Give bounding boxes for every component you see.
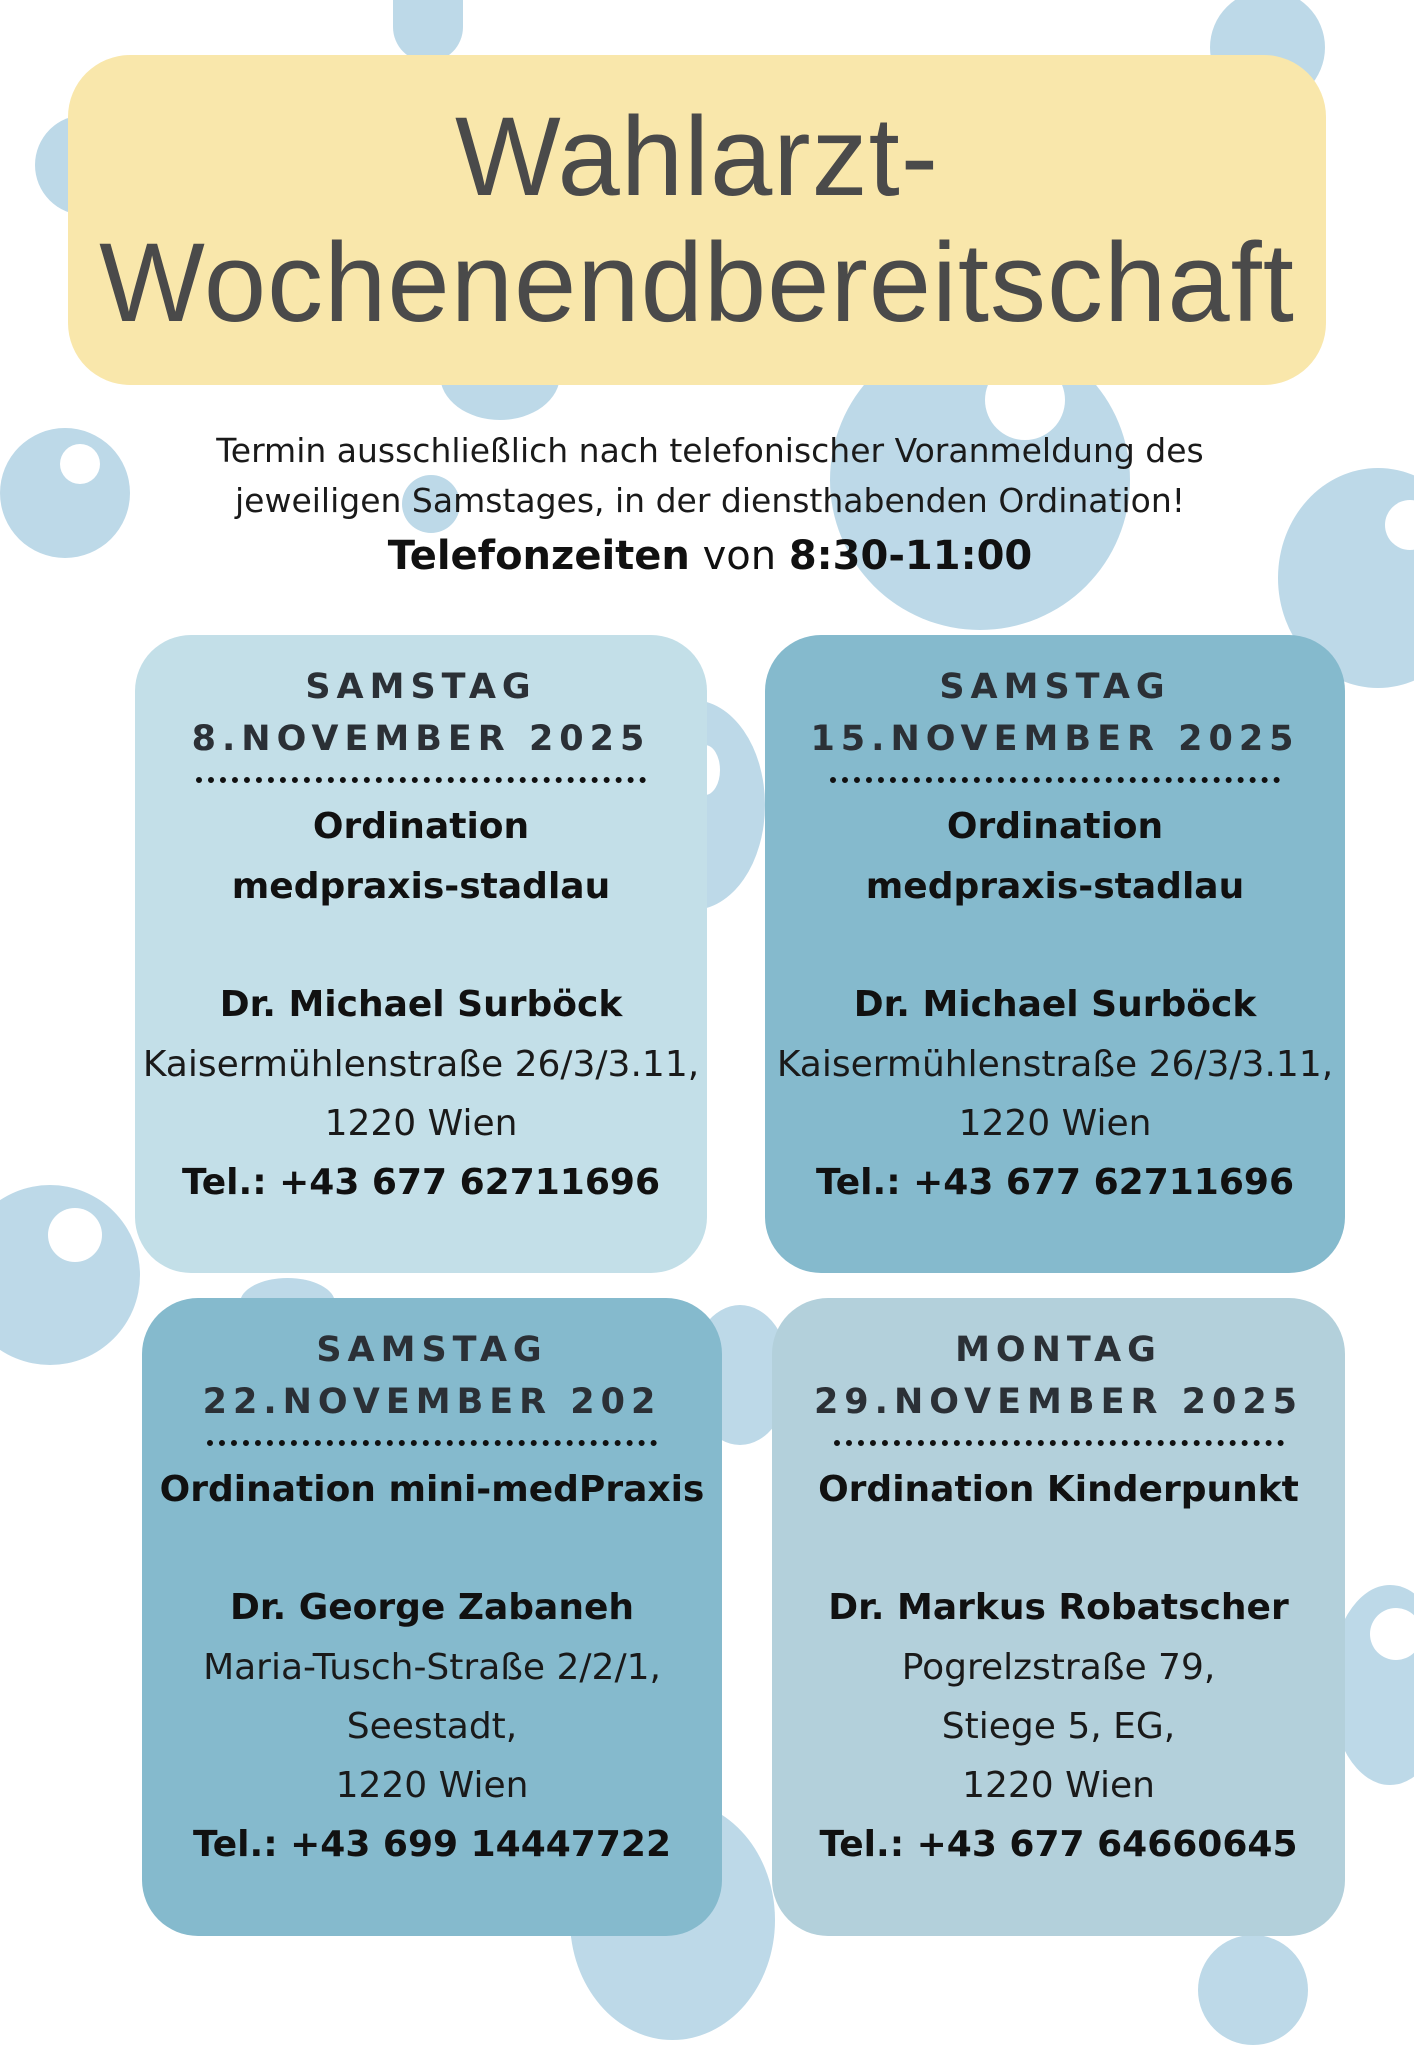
card-address-line: Seestadt, — [346, 1706, 518, 1747]
dotted-divider — [196, 777, 646, 783]
title-banner — [68, 55, 1326, 385]
bubble-highlight — [1370, 1608, 1414, 1660]
dotted-divider — [834, 1440, 1284, 1446]
schedule-card — [772, 1298, 1345, 1936]
page-title-line-1: Wahlarzt- — [454, 94, 939, 219]
card-ordination: Ordination Kinderpunkt — [818, 1469, 1299, 1510]
card-address-line: 1220 Wien — [962, 1765, 1155, 1806]
card-day: SAMSTAG — [316, 1330, 548, 1370]
bubble-highlight — [60, 444, 100, 484]
page-title-line-2: Wochenendbereitschaft — [99, 220, 1295, 345]
intro-text — [110, 426, 1310, 526]
card-date: 15.NOVEMBER 2025 — [810, 719, 1300, 759]
card-ordination: medpraxis-stadlau — [231, 866, 611, 907]
card-address-line: Stiege 5, EG, — [941, 1706, 1176, 1747]
card-address-line: Pogrelzstraße 79, — [901, 1647, 1216, 1688]
card-doctor: Dr. Michael Surböck — [219, 984, 623, 1025]
card-ordination: Ordination mini-medPraxis — [159, 1469, 705, 1510]
card-ordination: Ordination — [946, 806, 1164, 847]
schedule-card — [142, 1298, 722, 1936]
card-address-line: 1220 Wien — [335, 1765, 529, 1806]
card-date: 29.NOVEMBER 2025 — [813, 1382, 1304, 1422]
card-phone: Tel.: +43 677 62711696 — [181, 1162, 660, 1203]
card-phone: Tel.: +43 699 14447722 — [192, 1824, 671, 1865]
card-date: 8.NOVEMBER 2025 — [191, 719, 651, 759]
dotted-divider — [207, 1440, 657, 1446]
card-doctor: Dr. George Zabaneh — [229, 1587, 634, 1628]
card-phone: Tel.: +43 677 64660645 — [819, 1824, 1298, 1865]
intro-line-2: jeweiligen Samstages, in der diensthabenden Ordination! — [235, 481, 1185, 520]
card-ordination: Ordination — [312, 806, 530, 847]
schedule-card — [135, 635, 707, 1273]
bubble-decoration — [1198, 1935, 1308, 2045]
card-phone: Tel.: +43 677 62711696 — [815, 1162, 1294, 1203]
card-address-line: Kaisermühlenstraße 26/3/3.11, — [142, 1044, 700, 1085]
schedule-card — [765, 635, 1345, 1273]
card-ordination: medpraxis-stadlau — [865, 866, 1245, 907]
intro-line-1: Termin ausschließlich nach telefonischer Voranmeldung des — [216, 431, 1204, 470]
card-address-line: 1220 Wien — [324, 1103, 518, 1144]
card-day: MONTAG — [955, 1330, 1162, 1370]
card-doctor: Dr. Michael Surböck — [853, 984, 1257, 1025]
card-address-line: Maria-Tusch-Straße 2/2/1, — [203, 1647, 661, 1688]
dotted-divider — [830, 777, 1280, 783]
phone-hours-time: 8:30-11:00 — [788, 533, 1033, 579]
phone-hours-connector: von — [702, 533, 777, 579]
card-day: SAMSTAG — [939, 667, 1171, 707]
bubble-highlight — [48, 1208, 102, 1262]
phone-hours-label: Telefonzeiten — [387, 533, 690, 579]
card-date: 22.NOVEMBER 202 — [202, 1382, 662, 1422]
card-doctor: Dr. Markus Robatscher — [828, 1587, 1289, 1628]
card-address-line: 1220 Wien — [958, 1103, 1152, 1144]
phone-hours — [110, 526, 1310, 586]
card-day: SAMSTAG — [305, 667, 537, 707]
card-address-line: Kaisermühlenstraße 26/3/3.11, — [776, 1044, 1334, 1085]
bubble-decoration — [393, 0, 463, 62]
